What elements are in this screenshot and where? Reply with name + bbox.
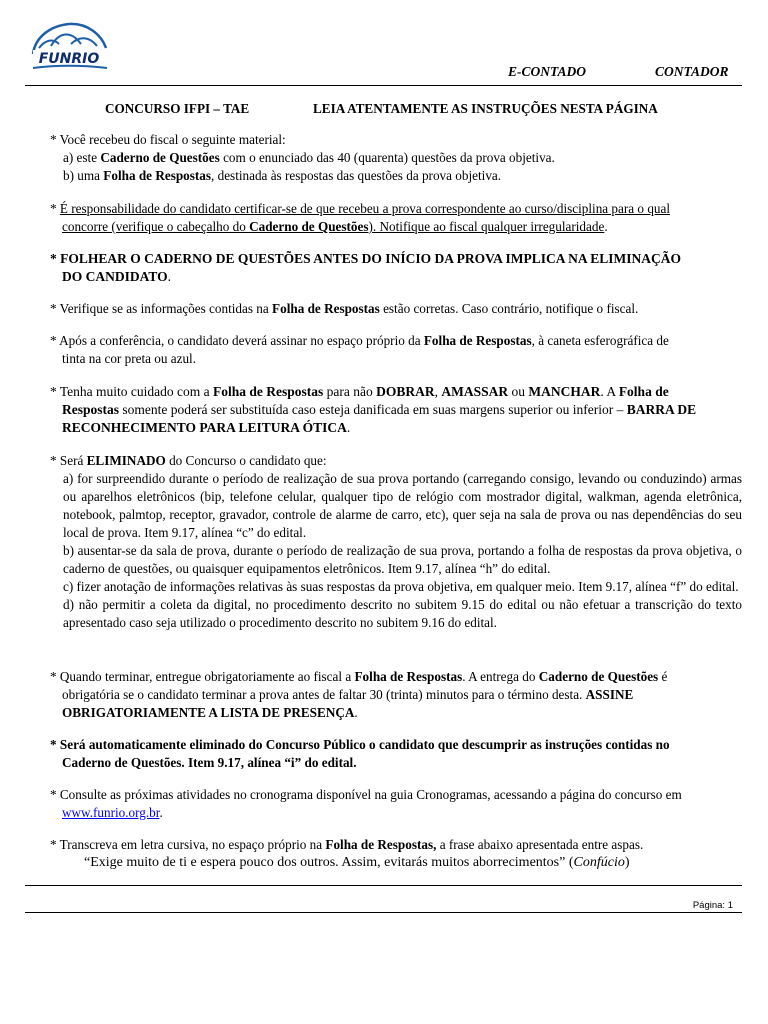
header-divider [25,85,742,86]
material-paragraph: * Você recebeu do fiscal o seguinte material: a) este Caderno de Questões com o enunciado das 40 (quarenta) questões da prova objetiva. b) uma Folha de Respostas, destinada às respostas das questões da prova objetiva. [50,132,555,183]
elimination-item-c: c) fizer anotação de informações relativas às suas respostas da prova objetiva, em qualquer meio. Item 9.17, alínea “f” do edital. [63,579,739,594]
verify-paragraph: * Verifique se as informações contidas na Folha de Respostas estão corretas. Caso contrário, notifique o fiscal. [50,301,639,316]
sign-paragraph: * Após a conferência, o candidato deverá assinar no espaço próprio da Folha de Respostas, à caneta esferográfica de tinta na cor preta ou azul. [50,333,669,366]
footer-divider-top [25,885,742,886]
schedule-paragraph: * Consulte as próximas atividades no cronograma disponível na guia Cronogramas, acessando a página do concurso em www.funrio.org.br. [50,787,682,820]
elimination-paragraph: * Será ELIMINADO do Concurso o candidato que: a) for surpreendido durante o período de realização de sua prova portando (carregando consigo, levando ou conduzindo) armas ou aparelhos eletrônicos (bip, telefone celular, qualquer tipo de relógio com mostrador digital, walkman, agenda eletrônica, notebook, palmtop, receptor, gravador, controle de alarme de carro, etc), quer seja na sala de prova ou nas dependências do seu local de prova. Item 9.17, alínea “c” do edital. b) ausentar-se da sala de prova, durante o período de realização de sua prova, portando a folha de respostas da prova objetiva, o caderno de questões, ou quaisquer equipamentos eletrônicos. Item 9.17, alínea “h” do edital. c) fizer anotação de informações relativas às suas respostas da prova objetiva, em qualquer meio. Item 9.17, alínea “f” do edital. d) não permitir a coleta da digital, no procedimento descrito no subitem 9.15 do edital ou não efetuar a transcrição do texto apresentado caso seja utilizado o procedimento descrito no subitem 9.16 do edital. [50,453,742,630]
care-paragraph: * Tenha muito cuidado com a Folha de Respostas para não DOBRAR, AMASSAR ou MANCHAR. A Folha de Respostas somente poderá ser substituída caso esteja danificada em suas margens superior ou inferior – BARRA DE RECONHECIMENTO PARA LEITURA ÓTICA. [50,384,697,435]
instructions-title: LEIA ATENTAMENTE AS INSTRUÇÕES NESTA PÁGINA [313,101,658,116]
elimination-item-b: b) ausentar-se da sala de prova, durante o período de realização de sua prova, portando a folha de respostas da prova objetiva, o caderno de questões, ou quaisquer equipamentos eletrônicos. Item 9.17, alínea “h” do edital. [63,543,742,576]
econtado-label: E-CONTADO [508,64,587,79]
role-label: CONTADOR [655,64,729,79]
funrio-logo [27,18,111,74]
elimination-item-a: a) for surpreendido durante o período de realização de sua prova portando (carregando consigo, levando ou conduzindo) armas ou aparelhos eletrônicos (bip, telefone celular, qualquer tipo de relógio com mostrador digital, walkman, agenda eletrônica, notebook, palmtop, receptor, gravador, controle de alarme de carro, etc), quer seja na sala de prova ou nas dependências do seu local de prova. Item 9.17, alínea “c” do edital. [63,471,742,540]
finish-paragraph: * Quando terminar, entregue obrigatoriamente ao fiscal a Folha de Respostas. A entrega do Caderno de Questões é obrigatória se o candidato terminar a prova antes de faltar 30 (trinta) minutos para o término desta. ASSINE OBRIGATORIAMENTE A LISTA DE PRESENÇA. [50,669,668,720]
elimination-item-d: d) não permitir a coleta da digital, no procedimento descrito no subitem 9.15 do edital ou não efetuar a transcrição do texto apresentado caso seja utilizado o procedimento descrito no subitem 9.16 do edital. [63,597,742,630]
quote-author: Confúcio [573,855,625,870]
funrio-link[interactable]: www.funrio.org.br [62,805,160,820]
quote-text: “Exige muito de ti e espera pouco dos outros. Assim, evitarás muitos aborrecimentos” [84,855,566,870]
page-number: Página: 1 [692,900,733,911]
auto-elimination-paragraph: * Será automaticamente eliminado do Concurso Público o candidato que descumprir as instruções contidas no Caderno de Questões. Item 9.17, alínea “i” do edital. [50,737,670,770]
transcribe-paragraph: * Transcreva em letra cursiva, no espaço próprio na Folha de Respostas, a frase abaixo apresentada entre aspas. “Exige muito de ti e espera pouco dos outros. Assim, evitarás muitos aborrecimentos” (Confúcio) [50,837,644,870]
warning-paragraph: * FOLHEAR O CADERNO DE QUESTÕES ANTES DO INÍCIO DA PROVA IMPLICA NA ELIMINAÇÃO DO CANDIDATO. [50,251,681,284]
footer-divider-bottom [25,912,742,913]
exam-title: CONCURSO IFPI – TAE [105,101,250,116]
logo-text: FUNRIO [38,51,100,67]
responsibility-paragraph: * É responsabilidade do candidato certificar-se de que recebeu a prova correspondente ao curso/disciplina para o qual concorre (verifique o cabeçalho do Caderno de Questões). Notifique ao fiscal qualquer irregularidade. [50,201,671,234]
